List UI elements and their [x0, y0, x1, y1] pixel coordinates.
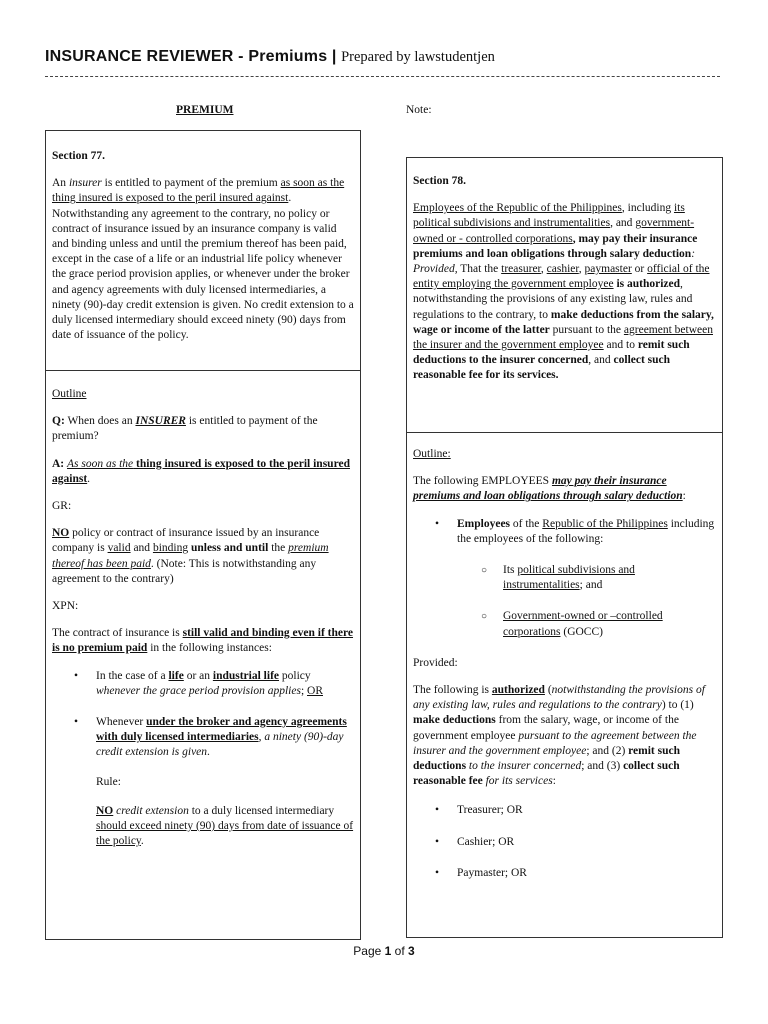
page-footer: Page 1 of 3 — [353, 944, 415, 958]
document-byline: Prepared by lawstudentjen — [341, 49, 495, 65]
authorized-text: The following is authorized (notwithstanding the provisions of any existing law, rules and regulations to the contrary) to (1) make deductions from the salary, wage, or income of the government employee pursuant to the agreement between the insurer and the government employee; and (2) remit such deductions to the insurer concerned; and (3) collect such reasonable fee for its services: — [413, 684, 705, 788]
authorized-list — [413, 803, 716, 881]
list-item: • Paymaster; OR — [457, 866, 716, 881]
header-divider — [45, 76, 720, 77]
list-item: ○ Its political subdivisions and instrumentalities; and — [503, 563, 716, 593]
section-78 — [407, 158, 722, 432]
rule-label: Rule: — [96, 775, 121, 788]
list-item: • Whenever under the broker and agency agreements with duly licensed intermediaries, a ninety (90)-day credit extension is given. Rule: NO credit extension to a duly licensed intermediary should exceed ninety (90) days from date of issuance of the policy. — [96, 715, 354, 849]
premium-label: PREMIUM — [176, 104, 234, 116]
section-77-text: An insurer is entitled to payment of the premium as soon as the thing insured is exposed to the peril insured against. Notwithstanding any agreement to the contrary, no policy or contract of insurance issued by an insurance company is valid and binding unless and until the premium thereof has been paid, except in the case of a life or an industrial life policy whenever the grace period provision applies, or whenever under the broker and agency agreements with duly licensed intermediaries, a ninety (90)-day credit extension is given. No credit extension to a duly licensed intermediary should exceed ninety (90) days from date of issuance of the policy. — [52, 177, 354, 342]
section-78-text: Employees of the Republic of the Philippines, including its political subdivisions and instrumentalities, and government-owned or - controlled corporations, may pay their insurance premiums and loan obligations through salary deduction: Provided, That the treasurer, cashier, paymaster or official of the entity employing the government employee is authorized, notwithstanding the provisions of any existing law, rules and regulations to the contrary, to make deductions from the salary, wage or income of the latter pursuant to the agreement between the insurer and the government employee and to remit such deductions to the insurer concerned, and collect such reasonable fee for its services. — [413, 202, 714, 382]
note-label: Note: — [406, 104, 432, 116]
answer: A: As soon as the thing insured is exposed to the peril insured against. — [52, 457, 350, 485]
exception-list — [52, 669, 354, 850]
employees-list — [413, 517, 716, 547]
left-panel — [45, 130, 361, 940]
list-item: • Cashier; OR — [457, 835, 716, 850]
question: Q: When does an INSURER is entitled to payment of the premium? — [52, 415, 318, 443]
section-78-title: Section 78. — [413, 175, 467, 187]
outline-label: Outline: — [413, 448, 451, 460]
list-item: • Employees of the Republic of the Philippines including the employees of the following: — [457, 517, 716, 547]
outline-label: Outline — [52, 388, 87, 400]
general-rule-text: NO policy or contract of insurance issued by an insurance company is valid and binding unless and until the premium thereof has been paid. (Note: This is notwithstanding any agreement to the contrary) — [52, 527, 329, 585]
page-header — [45, 48, 720, 66]
section-77-title: Section 77. — [52, 150, 106, 162]
list-item: ○ Government-owned or –controlled corporations (GOCC) — [503, 609, 716, 639]
provided-label: Provided: — [413, 656, 458, 669]
employees-sublist — [413, 563, 716, 640]
outline-77 — [46, 371, 360, 875]
rule-text: NO credit extension to a duly licensed intermediary should exceed ninety (90) days from date of issuance of the policy. — [96, 804, 354, 848]
outline-78 — [407, 433, 722, 907]
list-item: • Treasurer; OR — [457, 803, 716, 818]
exception-text: The contract of insurance is still valid and binding even if there is no premium paid in the following instances: — [52, 627, 354, 655]
document-title: INSURANCE REVIEWER - Premiums | — [45, 48, 337, 65]
right-panel — [406, 157, 723, 938]
section-77 — [46, 131, 360, 370]
list-item: • In the case of a life or an industrial life policy whenever the grace period provision applies; OR — [96, 669, 354, 699]
employees-text: The following EMPLOYEES may pay their insurance premiums and loan obligations through salary deduction: — [413, 475, 686, 503]
general-rule-label: GR: — [52, 500, 72, 513]
exception-label: XPN: — [52, 600, 79, 613]
